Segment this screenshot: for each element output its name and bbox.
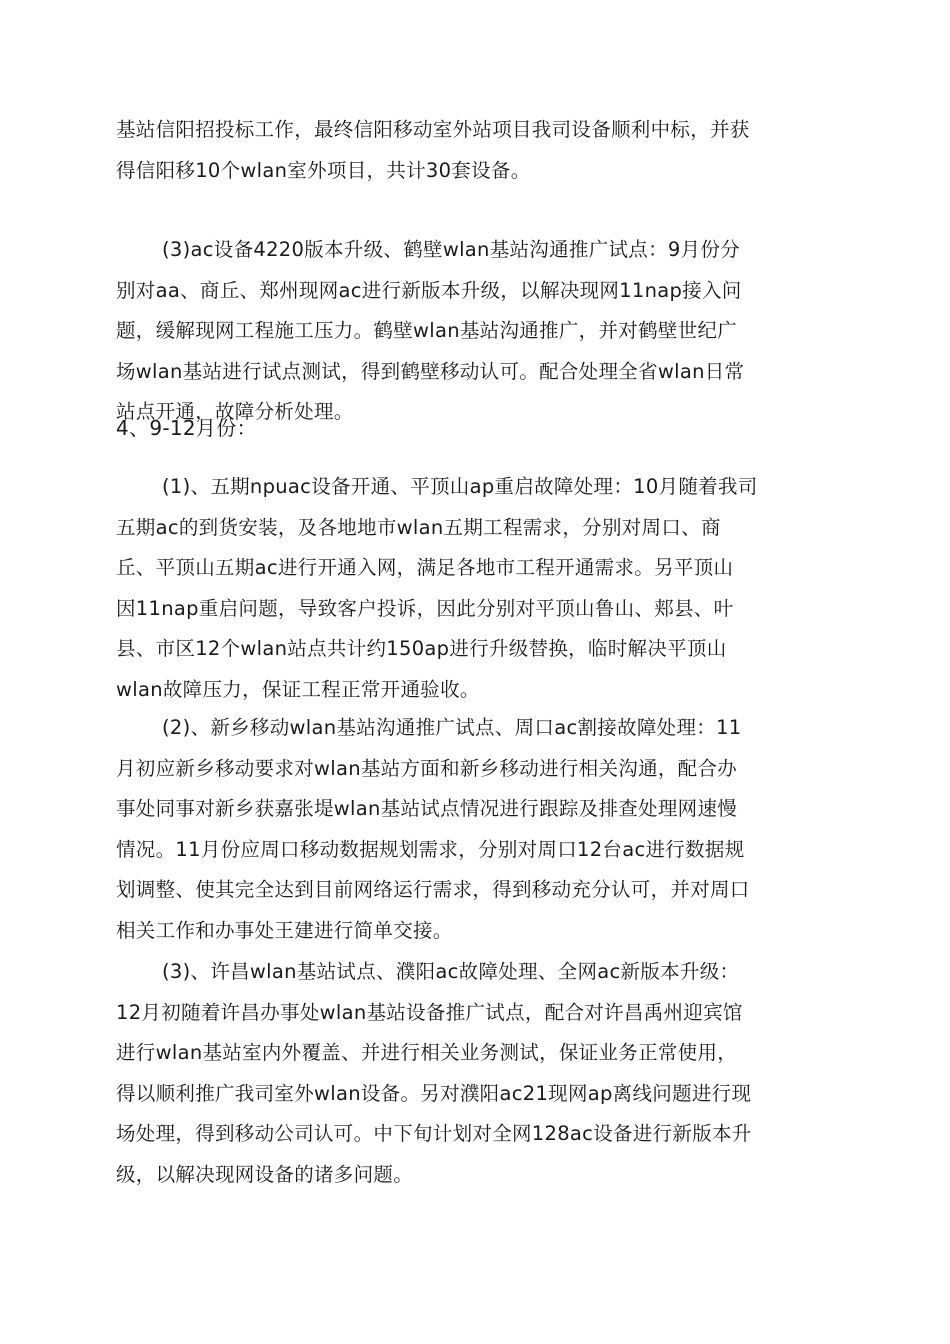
paragraph-item-1-npuac [116,467,836,710]
text-line: 月初应新乡移动要求对wlan基站方面和新乡移动进行相关沟通，配合办 [116,756,738,780]
text-line: 题，缓解现网工程施工压力。鹤壁wlan基站沟通推广，并对鹤壁世纪广 [116,319,738,342]
text-line: 情况。11月份应周口移动数据规划需求，分别对周口12台ac进行数据规 [116,837,745,861]
text-line: 相关工作和办事处王建进行简单交接。 [116,918,453,942]
text-line: 别对aa、商丘、郑州现网ac进行新版本升级，以解决现网11nap接入问 [116,278,742,302]
text-line: 事处同事对新乡获嘉张堤wlan基站试点情况进行跟踪及排查处理网速慢 [116,797,738,820]
text-line: (3)、许昌wlan基站试点、濮阳ac故障处理、全网ac新版本升级： [162,960,740,983]
text-line: 站点开通，故障分析处理。 [116,400,354,423]
text-line: 县、市区12个wlan站点共计约150ap进行升级替换，临时解决平顶山 [116,637,727,660]
text-line: 场处理，得到移动公司认可。中下旬计划对全网128ac设备进行新版本升 [116,1122,752,1145]
text-line: 12月初随着许昌办事处wlan基站设备推广试点，配合对许昌禹州迎宾馆 [116,1000,743,1024]
text-line: 划调整、使其完全达到目前网络运行需求，得到移动充分认可，并对周口 [116,878,750,901]
text-line: (1)、五期npuac设备开通、平顶山ap重启故障处理：10月随着我司 [162,475,758,498]
paragraph-item-3-xuchang [116,952,836,1195]
text-line: 基站信阳招投标工作，最终信阳移动室外站项目我司设备顺利中标，并获 [116,118,750,141]
paragraph-item-3-ac-upgrade [116,230,836,433]
section-heading-text: 4、9-12月份： [116,416,257,440]
text-line: 进行wlan基站室内外覆盖、并进行相关业务测试，保证业务正常使用， [116,1041,738,1064]
text-line: 因11nap重启问题，导致客户投诉，因此分别对平顶山鲁山、郏县、叶 [116,596,734,620]
text-line: 得以顺利推广我司室外wlan设备。另对濮阳ac21现网ap离线问题进行现 [116,1081,752,1105]
section-heading [116,408,836,449]
text-line: wlan故障压力，保证工程正常开通验收。 [116,677,480,701]
paragraph-continuation [116,110,836,191]
text-line: 得信阳移10个wlan室外项目，共计30套设备。 [116,158,531,182]
text-line: 级，以解决现网设备的诸多问题。 [116,1162,414,1186]
text-line: 场wlan基站进行试点测试，得到鹤壁移动认可。配合处理全省wlan日常 [116,359,745,383]
text-line: (2)、新乡移动wlan基站沟通推广试点、周口ac割接故障处理：11 [162,716,742,739]
paragraph-item-2-xinxiang [116,708,836,951]
text-line: (3)ac设备4220版本升级、鹤壁wlan基站沟通推广试点：9月份分 [162,238,740,261]
text-line: 五期ac的到货安装，及各地地市wlan五期工程需求，分别对周口、商 [116,515,721,539]
text-line: 丘、平顶山五期ac进行开通入网，满足各地市工程开通需求。另平顶山 [116,556,734,579]
